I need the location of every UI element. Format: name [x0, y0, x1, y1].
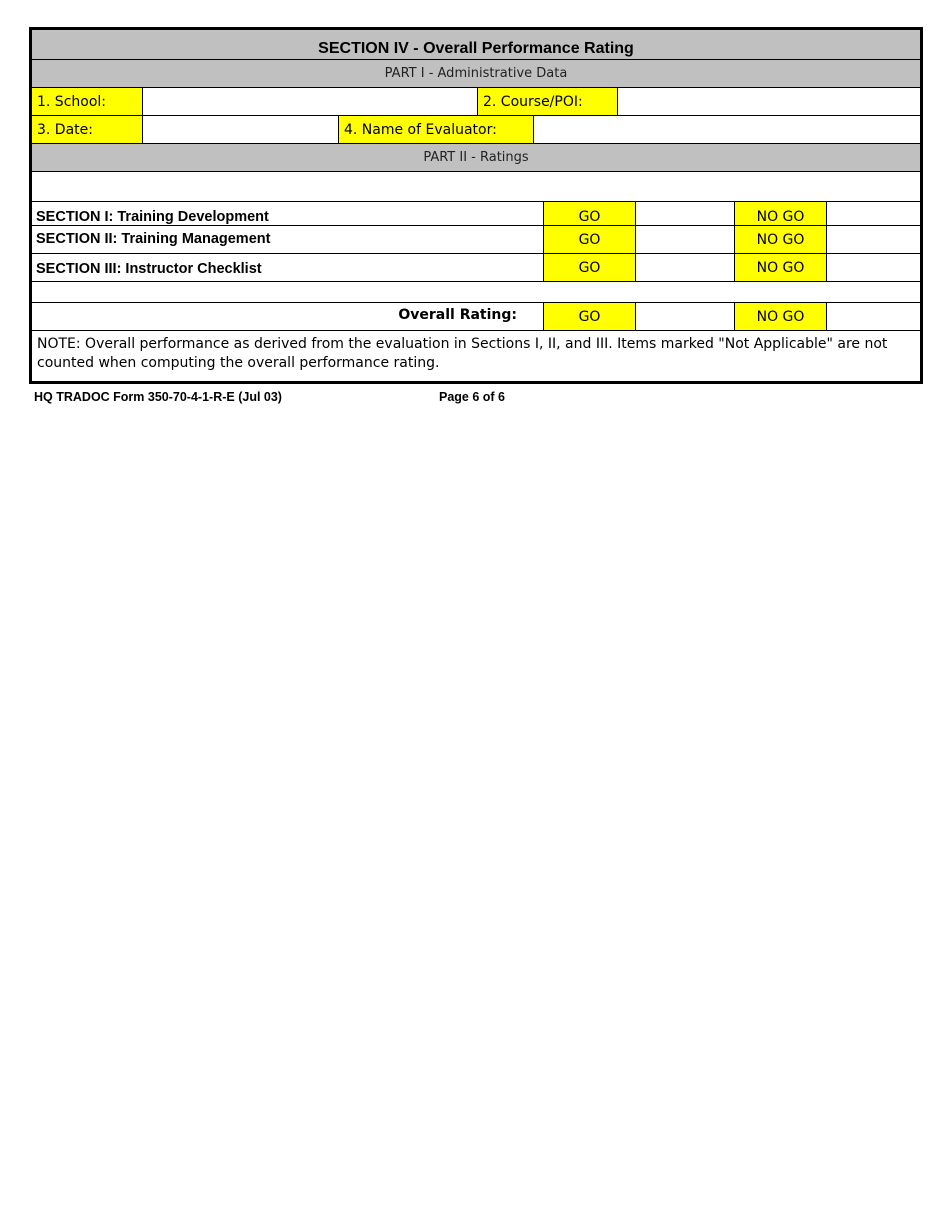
section-2-go-label: GO	[543, 226, 636, 253]
date-label: 3. Date:	[32, 116, 143, 143]
part1-heading-row	[32, 60, 920, 88]
section-1-nogo-label: NO GO	[734, 202, 827, 225]
performance-rating-form	[29, 27, 923, 384]
school-field[interactable]	[143, 88, 478, 115]
section-1-nogo-box[interactable]	[827, 202, 920, 225]
section-2-nogo-box[interactable]	[827, 226, 920, 253]
section-1-go-label: GO	[543, 202, 636, 225]
rating-row-section-3	[32, 254, 920, 282]
course-label: 2. Course/POI:	[478, 88, 618, 115]
overall-nogo-box[interactable]	[827, 303, 920, 330]
date-evaluator-row	[32, 116, 920, 144]
section-2-nogo-label: NO GO	[734, 226, 827, 253]
course-field[interactable]	[618, 88, 920, 115]
rating-row-section-2	[32, 226, 920, 254]
page-number: Page 6 of 6	[439, 390, 505, 404]
section-3-nogo-label: NO GO	[734, 254, 827, 281]
part2-heading: PART II - Ratings	[423, 150, 529, 165]
overall-rating-row	[32, 303, 920, 331]
section-3-nogo-box[interactable]	[827, 254, 920, 281]
section-3-go-label: GO	[543, 254, 636, 281]
section-2-label: SECTION II: Training Management	[36, 230, 271, 247]
title-row	[32, 30, 920, 60]
overall-nogo-label: NO GO	[734, 303, 827, 330]
spacer-row-2	[32, 282, 920, 303]
section-3-go-box[interactable]	[636, 254, 734, 281]
overall-rating-label: Overall Rating:	[398, 307, 517, 323]
evaluator-label: 4. Name of Evaluator:	[339, 116, 534, 143]
spacer-row	[32, 172, 920, 202]
part1-heading: PART I - Administrative Data	[384, 66, 568, 81]
school-course-row	[32, 88, 920, 116]
section-3-label: SECTION III: Instructor Checklist	[36, 260, 262, 277]
overall-go-label: GO	[543, 303, 636, 330]
note-text: NOTE: Overall performance as derived from the evaluation in Sections I, II, and III. Items marked "Not Applicable" are not counted when computing the overall performance rating.	[37, 336, 888, 371]
school-label: 1. School:	[32, 88, 143, 115]
rating-row-section-1	[32, 202, 920, 226]
evaluator-field[interactable]	[534, 116, 920, 143]
section-2-go-box[interactable]	[636, 226, 734, 253]
part2-heading-row	[32, 144, 920, 172]
section-1-go-box[interactable]	[636, 202, 734, 225]
overall-go-box[interactable]	[636, 303, 734, 330]
section-1-label: SECTION I: Training Development	[36, 208, 269, 225]
date-field[interactable]	[143, 116, 339, 143]
form-id: HQ TRADOC Form 350-70-4-1-R-E (Jul 03)	[34, 390, 282, 404]
form-title: SECTION IV - Overall Performance Rating	[318, 39, 634, 57]
